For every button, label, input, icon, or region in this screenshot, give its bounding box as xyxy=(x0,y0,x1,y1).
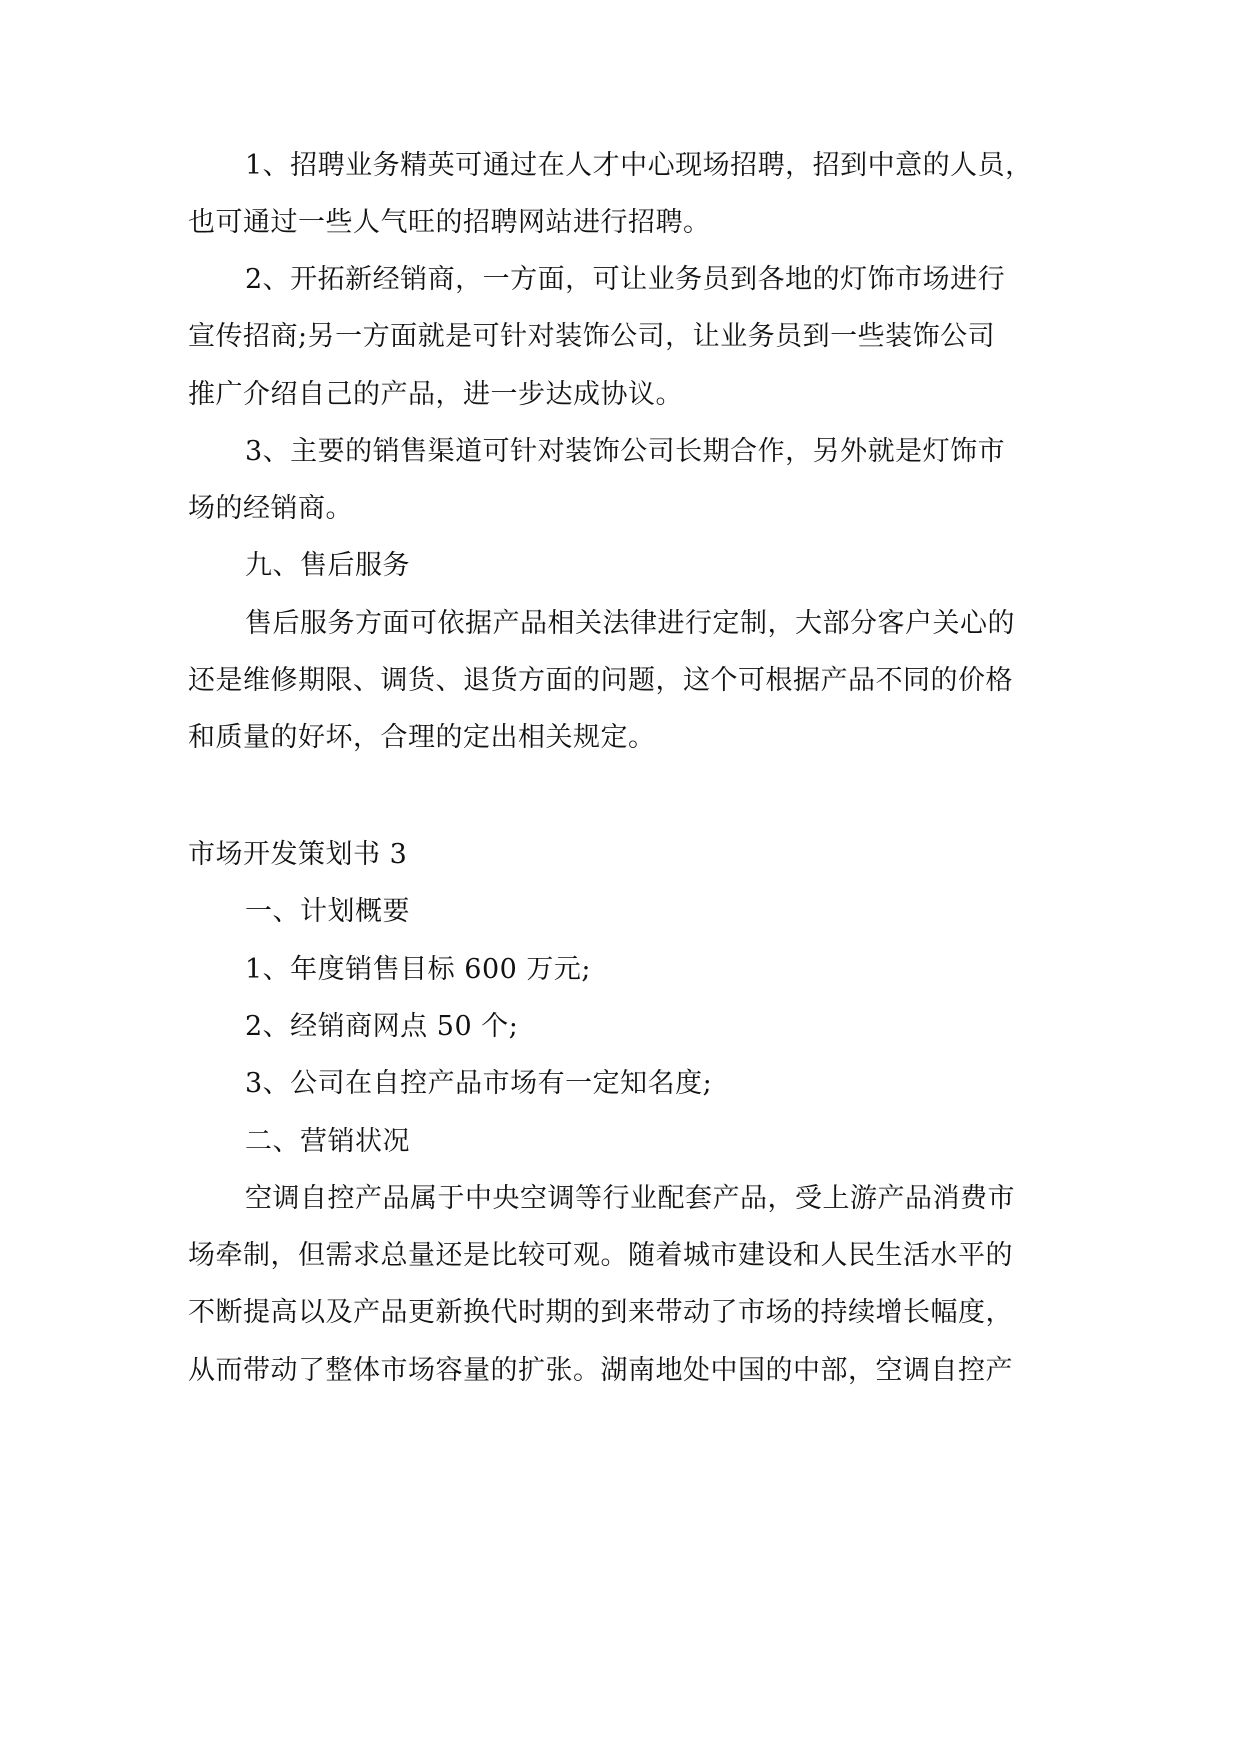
body-text-line: 售后服务方面可依据产品相关法律进行定制，大部分客户关心的 xyxy=(245,608,1015,639)
body-text-line: 也可通过一些人气旺的招聘网站进行招聘。 xyxy=(188,207,711,238)
list-item: 3、公司在自控产品市场有一定知名度; xyxy=(245,1068,713,1099)
section-heading: 一、计划概要 xyxy=(245,896,410,927)
body-text-line: 从而带动了整体市场容量的扩张。湖南地处中国的中部，空调自控产 xyxy=(188,1355,1013,1386)
body-text-line: 3、主要的销售渠道可针对装饰公司长期合作，另外就是灯饰市 xyxy=(245,436,1006,467)
body-text-line: 场的经销商。 xyxy=(188,493,353,524)
body-text-line: 不断提高以及产品更新换代时期的到来带动了市场的持续增长幅度， xyxy=(188,1297,1013,1328)
body-text-line: 空调自控产品属于中央空调等行业配套产品，受上游产品消费市 xyxy=(245,1183,1015,1214)
section-heading: 九、售后服务 xyxy=(245,550,410,581)
list-item: 1、年度销售目标 600 万元; xyxy=(245,954,591,985)
body-text-line: 2、开拓新经销商，一方面，可让业务员到各地的灯饰市场进行 xyxy=(245,264,1006,295)
body-text-line: 宣传招商;另一方面就是可针对装饰公司，让业务员到一些装饰公司 xyxy=(188,321,996,352)
body-text-line: 还是维修期限、调货、退货方面的问题，这个可根据产品不同的价格 xyxy=(188,665,1013,696)
body-text-line: 和质量的好坏，合理的定出相关规定。 xyxy=(188,722,656,753)
list-item: 2、经销商网点 50 个; xyxy=(245,1011,519,1042)
body-text-line: 推广介绍自己的产品，进一步达成协议。 xyxy=(188,379,683,410)
body-text-line: 场牵制，但需求总量还是比较可观。随着城市建设和人民生活水平的 xyxy=(188,1240,1013,1271)
document-title: 市场开发策划书 3 xyxy=(188,839,408,870)
body-text-line: 1、招聘业务精英可通过在人才中心现场招聘，招到中意的人员， xyxy=(245,150,1033,181)
section-heading: 二、营销状况 xyxy=(245,1126,410,1157)
